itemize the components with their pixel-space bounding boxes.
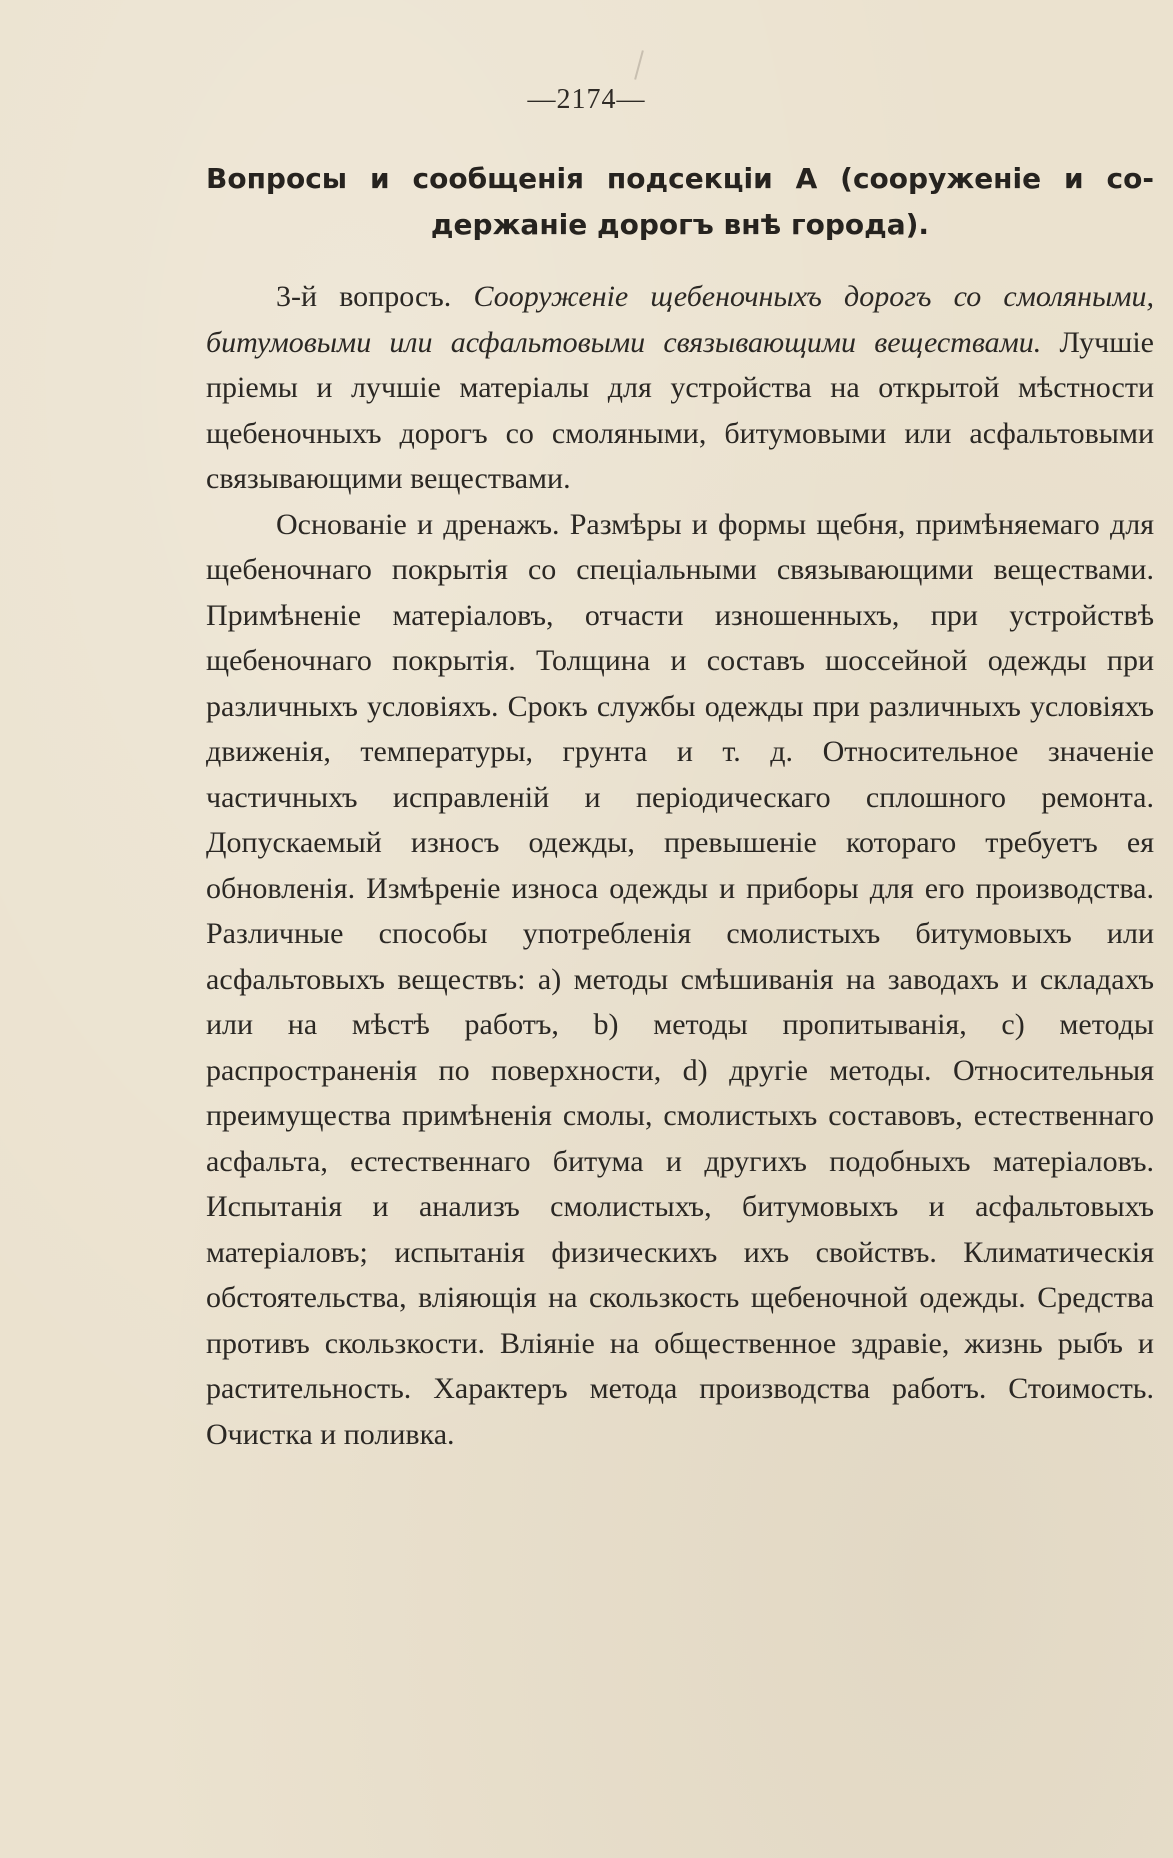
question-paragraph xyxy=(206,274,1154,502)
question-number: 3-й вопросъ. xyxy=(276,280,452,313)
section-heading-line-2: держаніе дорогъ внѣ города). xyxy=(430,208,930,241)
section-heading xyxy=(206,156,1154,248)
question-summary: Лучшіе пріемы и лучшіе матеріалы для устройства на открытой мѣстности щебеночныхъ дорогъ со смоляными, битумовыми или асфальтовыми связывающими веществами. xyxy=(206,325,1154,495)
page-number: —2174— xyxy=(527,84,646,115)
body-text xyxy=(206,274,1154,1457)
section-heading-line-1: Вопросы и сообщенія подсекціи А (сооруженіе и со- xyxy=(206,162,1154,195)
topics-paragraph: Основаніе и дренажъ. Размѣры и формы щебня, примѣняемаго для щебеночнаго покрытія со спеціальными связывающими веществами. Примѣненіе матеріаловъ, отчасти изношенныхъ, при устройствѣ щебеночнаго покрытія. Толщина и составъ шоссейной одежды при различныхъ условіяхъ. Срокъ службы одежды при различныхъ условіяхъ движенія, температуры, грунта и т. д. Относительное значеніе частичныхъ исправленій и періодическаго сплошного ремонта. Допускаемый износъ одежды, превышеніе котораго требуетъ ея обновленія. Измѣреніе износа одежды и приборы для его производства. Различные способы употребленія смолистыхъ битумовыхъ или асфальтовыхъ веществъ: а) методы смѣшиванія на заводахъ и складахъ или на мѣстѣ работъ, b) методы пропитыванія, с) методы распространенія по поверхности, d) другіе методы. Относительныя преимущества примѣненія смолы, смолистыхъ составовъ, естественнаго асфальта, естественнаго битума и другихъ подобныхъ матеріаловъ. Испытанія и анализъ смолистыхъ, битумовыхъ и асфальтовыхъ матеріаловъ; испытанія физическихъ ихъ свойствъ. Климатическія обстоятельства, вліяющія на скользкость щебеночной одежды. Средства противъ скользкости. Вліяніе на общественное здравіе, жизнь рыбъ и растительность. Характеръ метода производства работъ. Стоимость. Очистка и поливка. xyxy=(206,507,1154,1451)
question-title: Сооруженіе щебеночныхъ дорогъ со смоляными, битумовыми или асфальтовыми связывающими веществами. xyxy=(206,280,1154,359)
paper-mark xyxy=(634,50,644,79)
